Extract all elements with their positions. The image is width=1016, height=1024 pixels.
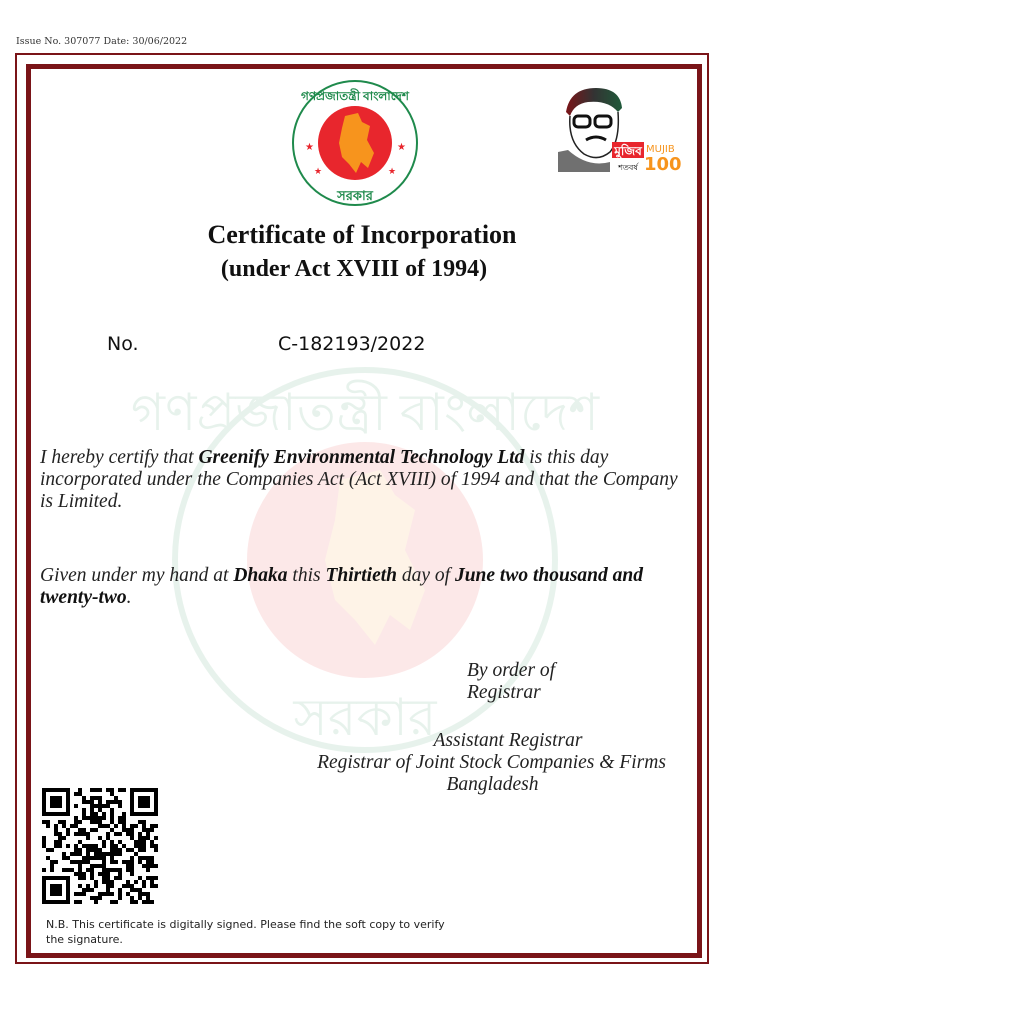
para2-pre: Given under my hand at [40, 565, 234, 586]
para1-pre: I hereby certify that [40, 447, 199, 468]
place: Dhaka [233, 565, 288, 586]
certification-paragraph [40, 447, 690, 513]
issue-number-date: Issue No. 307077 Date: 30/06/2022 [16, 36, 188, 47]
signature-country: Bangladesh [446, 774, 539, 795]
seal-text-top: গণপ্রজাতন্ত্রী বাংলাদেশ [300, 89, 410, 103]
watermark-text-top: গণপ্রজাতন্ত্রী বাংলাদেশ [130, 385, 600, 442]
certificate-number-value: C-182193/2022 [278, 333, 426, 355]
signature-office: Registrar of Joint Stock Companies & Firms [317, 752, 666, 773]
portrait-hair [566, 88, 622, 116]
mujib-bangla-sub: শতবর্ষ [618, 163, 638, 172]
star-icon: ★ [305, 142, 314, 153]
star-icon: ★ [388, 166, 397, 176]
para2-post: . [126, 587, 132, 608]
certificate-number-label: No. [107, 333, 139, 355]
star-icon: ★ [314, 166, 323, 176]
qr-code[interactable] [42, 788, 158, 904]
mujib-100-logo [548, 82, 684, 174]
government-seal-logo [290, 78, 420, 208]
signature-assistant-registrar: Assistant Registrar [433, 730, 583, 751]
certificate-subtitle: (under Act XVIII of 1994) [220, 256, 488, 282]
date: June two thousand and twenty-two [40, 565, 643, 608]
certificate-title: Certificate of Incorporation [207, 220, 517, 249]
para2-mid2: day of [397, 565, 455, 586]
company-name: Greenify Environmental Technology Ltd [198, 447, 525, 468]
digital-signature-note: N.B. This certificate is digitally signed. Please find the soft copy to verify the signature. [46, 918, 445, 946]
mujib-bangla-text: মুজিব [614, 144, 642, 158]
para1-post: is this day incorporated under the Companies Act (Act XVIII) of 1994 and that the Company is Limited. [40, 447, 678, 512]
given-under-paragraph [40, 565, 690, 609]
signature-by-order: By order of [467, 660, 556, 681]
para2-mid1: this [287, 565, 326, 586]
watermark-text-bottom: সরকার [293, 690, 437, 747]
mujib-number: 100 [644, 154, 682, 175]
signature-registrar: Registrar [467, 682, 541, 703]
star-icon: ★ [397, 142, 406, 153]
mujib-label: MUJIB [646, 144, 675, 155]
day: Thirtieth [325, 565, 397, 586]
seal-text-bottom: সরকার [337, 188, 373, 203]
